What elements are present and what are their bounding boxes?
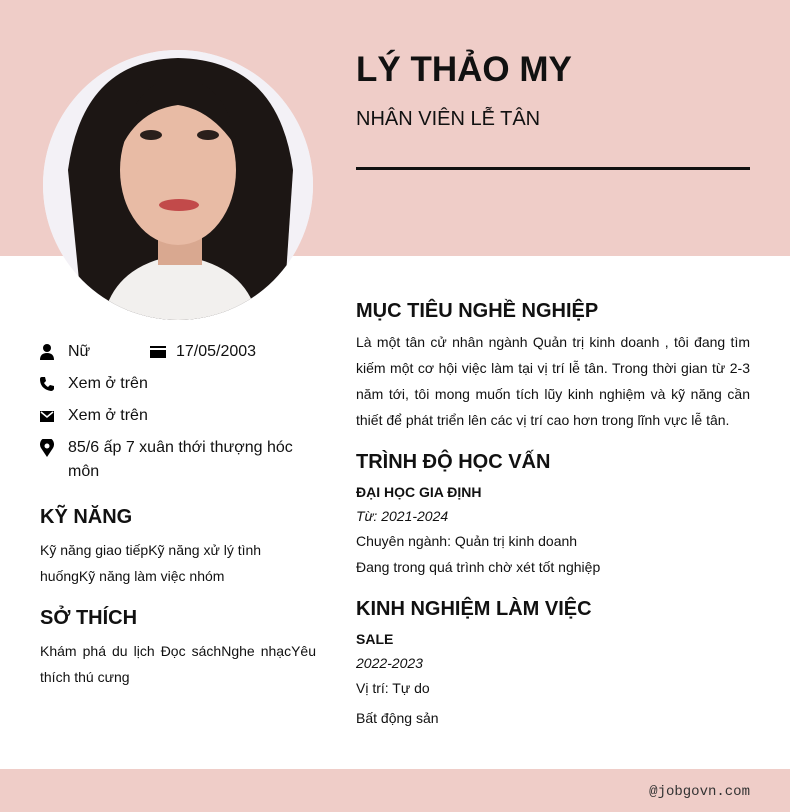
location-pin-icon — [40, 436, 54, 460]
address-row — [40, 436, 316, 484]
candidate-name: LÝ THẢO MY — [356, 50, 572, 89]
education-period: Từ: 2021-2024 — [356, 508, 449, 524]
email: Xem ở trên — [68, 407, 148, 424]
education-heading: TRÌNH ĐỘ HỌC VẤN — [356, 451, 551, 473]
birthday: 17/05/2003 — [176, 343, 257, 360]
gender: Nữ — [68, 343, 91, 360]
phone: Xem ở trên — [68, 375, 148, 392]
right-column — [356, 300, 750, 749]
education-status: Đang trong quá trình chờ xét tốt nghiệp — [356, 559, 601, 575]
skills-text: Kỹ năng giao tiếpKỹ năng xử lý tình huốngKỹ năng làm việc nhóm — [40, 542, 262, 584]
job-title: NHÂN VIÊN LỄ TÂN — [356, 108, 541, 130]
hobbies-heading: SỞ THÍCH — [40, 607, 138, 629]
envelope-icon — [40, 404, 54, 428]
experience-field: Bất động sản — [356, 710, 439, 726]
email-row — [40, 404, 316, 428]
experience-position: Vị trí: Tự do — [356, 680, 430, 696]
objective-text: Là một tân cử nhân ngành Quản trị kinh doanh , tôi đang tìm kiếm một cơ hội việc làm tại vị trí lễ tân. Trong thời gian từ 2-3 năm tới, tôi mong muốn tích lũy kinh nghiệm và kỹ năng cần thiết để phát triển lên các vị trí cao hơn trong lĩnh vực lễ tân. — [356, 334, 750, 428]
footer-watermark: @jobgovn.com — [649, 784, 750, 800]
company-name: SALE — [356, 631, 394, 647]
divider — [356, 167, 750, 170]
phone-icon — [40, 372, 54, 396]
left-column — [40, 340, 316, 690]
skills-heading: KỸ NĂNG — [40, 506, 133, 528]
education-major: Chuyên ngành: Quản trị kinh doanh — [356, 533, 578, 549]
address: 85/6 ấp 7 xuân thới thượng hóc môn — [68, 439, 293, 480]
gender-birthday-row — [40, 340, 316, 364]
person-icon — [40, 340, 54, 364]
experience-period: 2022-2023 — [356, 655, 423, 671]
school-name: ĐẠI HỌC GIA ĐỊNH — [356, 484, 482, 500]
hobbies-text: Khám phá du lịch Đọc sáchNghe nhạcYêu thích thú cưng — [40, 643, 316, 685]
phone-row — [40, 372, 316, 396]
calendar-icon — [150, 340, 166, 364]
profile-photo — [43, 50, 313, 320]
footer — [0, 769, 790, 812]
objective-heading: MỤC TIÊU NGHỀ NGHIỆP — [356, 300, 599, 322]
experience-heading: KINH NGHIỆM LÀM VIỆC — [356, 598, 592, 620]
